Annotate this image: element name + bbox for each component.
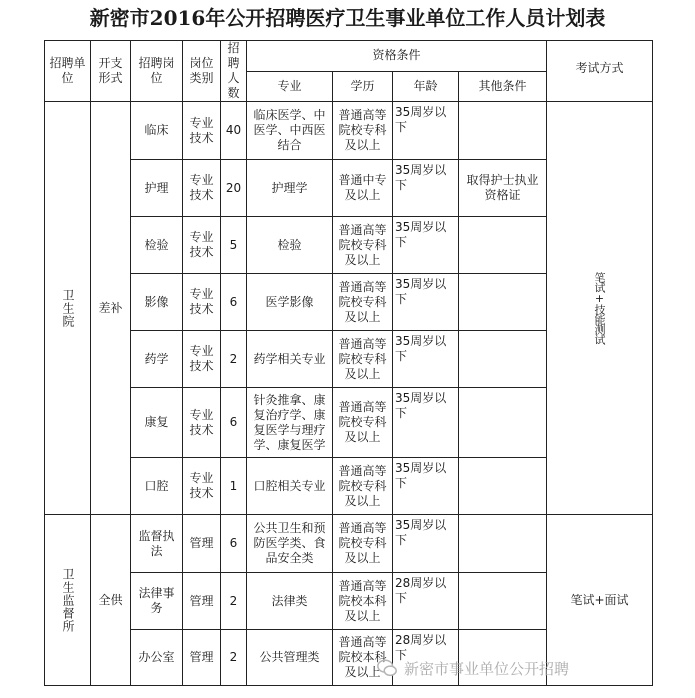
position-cell: 检验 <box>131 217 183 274</box>
count-cell: 20 <box>221 160 247 217</box>
age-cell: 35周岁以下 <box>393 102 459 160</box>
header-major: 专业 <box>247 71 333 102</box>
position-cell: 影像 <box>131 274 183 331</box>
header-unit: 招聘单位 <box>45 41 91 102</box>
education-cell: 普通高等院校专科及以上 <box>333 458 393 515</box>
chat-bubble-icon <box>376 657 398 679</box>
major-cell: 针灸推拿、康复治疗学、康复医学与理疗学、康复医学 <box>247 388 333 458</box>
category-cell: 专业技术 <box>183 331 221 388</box>
header-age: 年龄 <box>393 71 459 102</box>
age-cell: 35周岁以下 <box>393 217 459 274</box>
major-cell: 口腔相关专业 <box>247 458 333 515</box>
major-cell: 公共管理类 <box>247 630 333 686</box>
education-cell: 普通高等院校专科及以上 <box>333 331 393 388</box>
age-cell: 35周岁以下 <box>393 331 459 388</box>
major-cell: 药学相关专业 <box>247 331 333 388</box>
education-cell: 普通高等院校专科及以上 <box>333 388 393 458</box>
major-cell: 护理学 <box>247 160 333 217</box>
position-cell: 监督执法 <box>131 515 183 573</box>
count-cell: 2 <box>221 573 247 630</box>
header-row-1 <box>45 41 653 72</box>
count-cell: 6 <box>221 515 247 573</box>
major-cell: 检验 <box>247 217 333 274</box>
position-cell: 药学 <box>131 331 183 388</box>
age-cell: 28周岁以下 <box>393 573 459 630</box>
group-funding-hospital: 差补 <box>91 102 131 515</box>
position-cell: 护理 <box>131 160 183 217</box>
count-cell: 1 <box>221 458 247 515</box>
category-cell: 管理 <box>183 515 221 573</box>
recruitment-plan-table <box>44 40 653 686</box>
other-cell <box>459 331 547 388</box>
age-cell: 35周岁以下 <box>393 274 459 331</box>
position-cell: 临床 <box>131 102 183 160</box>
header-funding: 开支形式 <box>91 41 131 102</box>
category-cell: 管理 <box>183 573 221 630</box>
age-cell: 35周岁以下 <box>393 160 459 217</box>
category-cell: 专业技术 <box>183 217 221 274</box>
education-cell: 普通中专及以上 <box>333 160 393 217</box>
other-cell <box>459 102 547 160</box>
category-cell: 专业技术 <box>183 458 221 515</box>
header-count: 招聘人数 <box>221 41 247 102</box>
header-exam: 考试方式 <box>547 41 653 102</box>
watermark-text: 新密市事业单位公开招聘 <box>404 659 570 678</box>
other-cell <box>459 573 547 630</box>
other-cell <box>459 458 547 515</box>
major-cell: 临床医学、中医学、中西医结合 <box>247 102 333 160</box>
category-cell: 管理 <box>183 630 221 686</box>
count-cell: 2 <box>221 331 247 388</box>
group-exam-supervision: 笔试+面试 <box>547 515 653 686</box>
group-exam-hospital: 笔试+技能测试 <box>547 102 653 515</box>
count-cell: 6 <box>221 274 247 331</box>
group-unit-supervision: 卫生监督所 <box>45 515 91 686</box>
position-cell: 康复 <box>131 388 183 458</box>
other-cell <box>459 217 547 274</box>
category-cell: 专业技术 <box>183 274 221 331</box>
major-cell: 公共卫生和预防医学类、食品安全类 <box>247 515 333 573</box>
position-cell: 法律事务 <box>131 573 183 630</box>
other-cell <box>459 515 547 573</box>
education-cell: 普通高等院校本科及以上 <box>333 630 393 686</box>
count-cell: 6 <box>221 388 247 458</box>
other-cell <box>459 388 547 458</box>
header-other: 其他条件 <box>459 71 547 102</box>
other-cell <box>459 274 547 331</box>
other-cell: 取得护士执业资格证 <box>459 160 547 217</box>
count-cell: 2 <box>221 630 247 686</box>
group-unit-hospital: 卫生院 <box>45 102 91 515</box>
count-cell: 40 <box>221 102 247 160</box>
age-cell: 35周岁以下 <box>393 388 459 458</box>
table-row <box>45 515 653 573</box>
education-cell: 普通高等院校专科及以上 <box>333 102 393 160</box>
category-cell: 专业技术 <box>183 388 221 458</box>
age-cell: 35周岁以下 <box>393 515 459 573</box>
header-position: 招聘岗位 <box>131 41 183 102</box>
header-education: 学历 <box>333 71 393 102</box>
major-cell: 医学影像 <box>247 274 333 331</box>
watermark <box>376 656 569 680</box>
header-qualifications: 资格条件 <box>247 41 547 72</box>
age-cell: 35周岁以下 <box>393 458 459 515</box>
position-cell: 办公室 <box>131 630 183 686</box>
header-category: 岗位类别 <box>183 41 221 102</box>
education-cell: 普通高等院校专科及以上 <box>333 217 393 274</box>
age-cell: 28周岁以下 <box>393 630 459 686</box>
group-funding-supervision: 全供 <box>91 515 131 686</box>
category-cell: 专业技术 <box>183 160 221 217</box>
education-cell: 普通高等院校专科及以上 <box>333 274 393 331</box>
education-cell: 普通高等院校专科及以上 <box>333 515 393 573</box>
major-cell: 法律类 <box>247 573 333 630</box>
position-cell: 口腔 <box>131 458 183 515</box>
table-row <box>45 102 653 160</box>
page-title: 新密市2016年公开招聘医疗卫生事业单位工作人员计划表 <box>89 6 606 30</box>
count-cell: 5 <box>221 217 247 274</box>
education-cell: 普通高等院校本科及以上 <box>333 573 393 630</box>
category-cell: 专业技术 <box>183 102 221 160</box>
